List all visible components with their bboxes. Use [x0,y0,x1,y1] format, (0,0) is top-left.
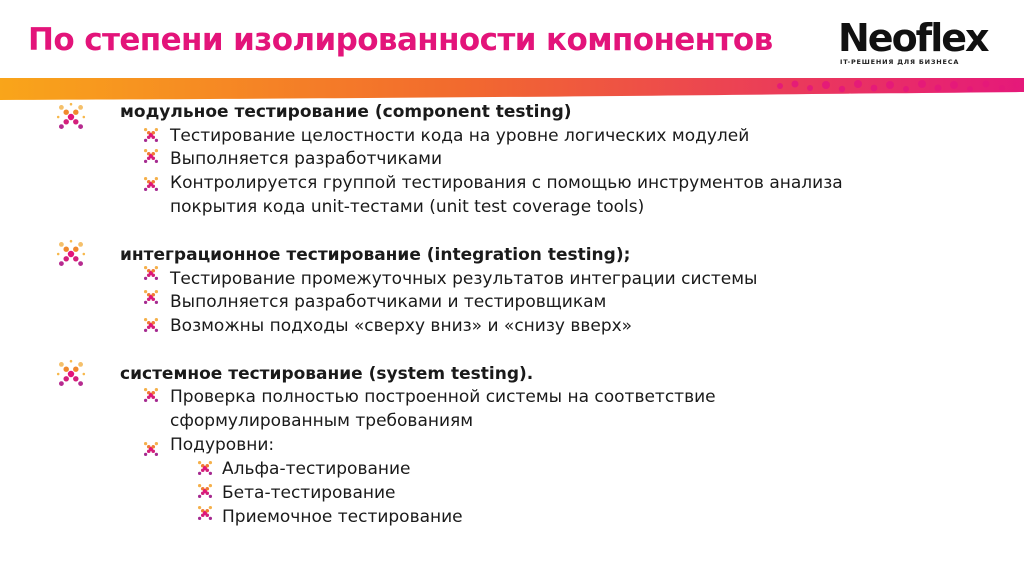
bullet-icon [142,288,160,306]
bullet-icon [142,264,160,282]
bullet-icon [142,386,160,404]
section-3-item-2: Подуровни: [170,435,275,455]
bullet-icon [142,126,160,144]
section-2-bullet-icon [55,238,87,270]
sublevel-item-3: Приемочное тестирование [222,507,463,527]
bullet-icon [142,440,160,458]
bullet-icon [142,316,160,334]
section-3-item-1: Проверка полностью построенной системы на соответствие [170,387,716,407]
bullet-icon [196,459,214,477]
slide-title: По степени изолированности компонентов [28,22,773,58]
bullet-icon [196,482,214,500]
section-1-item-3-continued: покрытия кода unit-тестами (unit test coverage tools) [170,197,645,217]
section-1-item-3: Контролируется группой тестирования с помощью инструментов анализа [170,173,843,193]
section-1-bullet-icon [55,101,87,133]
section-2-item-2: Выполняется разработчиками и тестировщикам [170,292,607,312]
bullet-icon [142,175,160,193]
section-1-item-2: Выполняется разработчиками [170,149,443,169]
bullet-icon [142,147,160,165]
section-2-item-3: Возможны подходы «сверху вниз» и «снизу вверх» [170,316,633,336]
section-3-item-1-continued: сформулированным требованиям [170,411,474,431]
section-1-item-1: Тестирование целостности кода на уровне логических модулей [170,126,750,146]
section-2-item-1: Тестирование промежуточных результатов интеграции системы [170,269,758,289]
logo-tagline: IT-РЕШЕНИЯ ДЛЯ БИЗНЕСА [840,58,960,66]
section-2-heading: интеграционное тестирование (integration testing); [120,245,631,265]
section-3-bullet-icon [55,358,87,390]
sublevel-item-1: Альфа-тестирование [222,459,411,479]
logo-wordmark: Neoflex [838,16,988,60]
sublevel-item-2: Бета-тестирование [222,483,396,503]
section-3-heading: системное тестирование (system testing). [120,364,534,384]
section-1-heading: модульное тестирование (component testing) [120,102,572,122]
bullet-icon [196,504,214,522]
